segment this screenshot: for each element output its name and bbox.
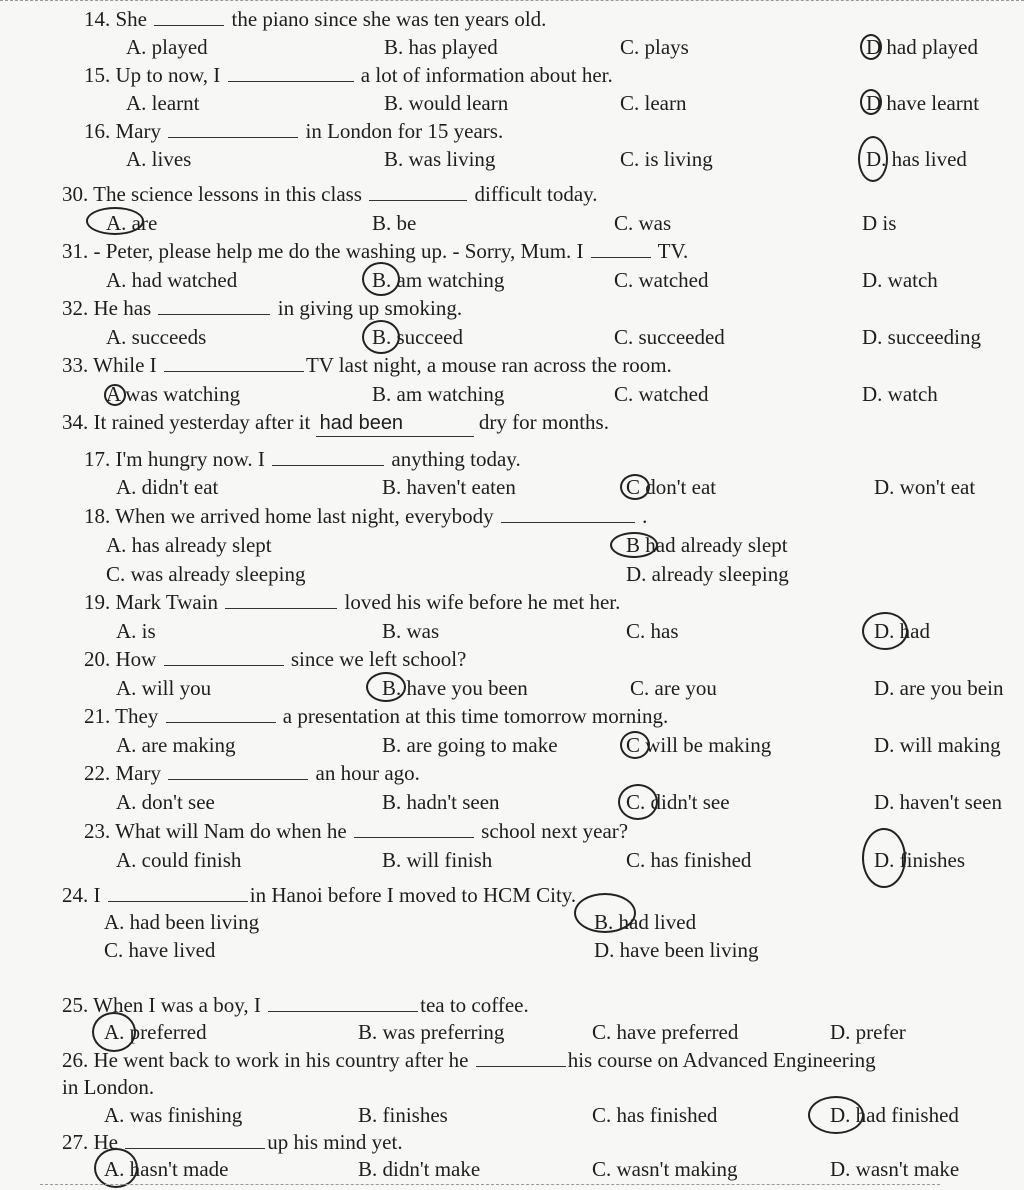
question-26: 26. He went back to work in his country after he his course on Advanced Engineering (62, 1048, 876, 1072)
question-27: 27. He up his mind yet. (62, 1130, 403, 1154)
q27-option-a[interactable]: A. hasn't made (104, 1157, 229, 1181)
q21-option-a[interactable]: A. are making (116, 733, 236, 757)
q27-option-d[interactable]: D. wasn't make (830, 1157, 960, 1181)
question-14: 14. She the piano since she was ten years old. (84, 7, 547, 31)
q16-option-c[interactable]: C. is living (620, 147, 713, 171)
q20-option-d[interactable]: D. are you bein (874, 676, 1004, 700)
q23-option-c[interactable]: C. has finished (626, 848, 752, 872)
q15-option-c[interactable]: C. learn (620, 91, 687, 115)
q31-option-d[interactable]: D. watch (862, 268, 938, 292)
q22-option-d[interactable]: D. haven't seen (874, 790, 1002, 814)
q16-option-a[interactable]: A. lives (126, 147, 192, 171)
q26-option-a[interactable]: A. was finishing (104, 1103, 243, 1127)
q22-option-a[interactable]: A. don't see (116, 790, 215, 814)
question-15: 15. Up to now, I a lot of information about her. (84, 63, 613, 87)
q25-option-c[interactable]: C. have preferred (592, 1020, 739, 1044)
bottom-edge-divider (40, 1184, 940, 1185)
q21-option-d[interactable]: D. will making (874, 733, 1001, 757)
q23-option-a[interactable]: A. could finish (116, 848, 242, 872)
q15-option-d[interactable]: D have learnt (866, 91, 980, 115)
q22-option-c[interactable]: C. didn't see (626, 790, 730, 814)
q26-option-b[interactable]: B. finishes (358, 1103, 448, 1127)
q17-option-d[interactable]: D. won't eat (874, 475, 976, 499)
q30-option-d[interactable]: D is (862, 211, 897, 235)
question-32: 32. He has in giving up smoking. (62, 296, 463, 320)
question-25: 25. When I was a boy, I tea to coffee. (62, 993, 529, 1017)
q19-option-b[interactable]: B. was (382, 619, 440, 643)
q18-option-b[interactable]: B had already slept (626, 533, 788, 557)
q30-option-b[interactable]: B. be (372, 211, 417, 235)
question-23: 23. What will Nam do when he school next year? (84, 819, 629, 843)
q32-option-c[interactable]: C. succeeded (614, 325, 725, 349)
q14-option-d[interactable]: D had played (866, 35, 978, 59)
q14-option-b[interactable]: B. has played (384, 35, 498, 59)
q32-option-a[interactable]: A. succeeds (106, 325, 207, 349)
q25-option-b[interactable]: B. was preferring (358, 1020, 505, 1044)
q15-option-a[interactable]: A. learnt (126, 91, 200, 115)
q26-option-c[interactable]: C. has finished (592, 1103, 718, 1127)
q16-option-b[interactable]: B. was living (384, 147, 496, 171)
question-33: 33. While I TV last night, a mouse ran across the room. (62, 353, 672, 377)
q22-option-b[interactable]: B. hadn't seen (382, 790, 500, 814)
question-17: 17. I'm hungry now. I anything today. (84, 447, 521, 471)
question-30: 30. The science lessons in this class difficult today. (62, 182, 598, 206)
q20-option-a[interactable]: A. will you (116, 676, 212, 700)
q23-option-d[interactable]: D. finishes (874, 848, 965, 872)
top-edge-divider (0, 0, 1024, 5)
q21-option-c[interactable]: C will be making (626, 733, 772, 757)
question-34: 34. It rained yesterday after it had been dry for months. (62, 409, 609, 437)
q20-option-c[interactable]: C. are you (630, 676, 717, 700)
q31-option-a[interactable]: A. had watched (106, 268, 238, 292)
q26-option-d[interactable]: D. had finished (830, 1103, 959, 1127)
q17-option-c[interactable]: C don't eat (626, 475, 717, 499)
q23-option-b[interactable]: B. will finish (382, 848, 493, 872)
q16-option-d[interactable]: D. has lived (866, 147, 967, 171)
q24-option-c[interactable]: C. have lived (104, 938, 216, 962)
q30-option-c[interactable]: C. was (614, 211, 672, 235)
q18-option-d[interactable]: D. already sleeping (626, 562, 789, 586)
question-21: 21. They a presentation at this time tomorrow morning. (84, 704, 669, 728)
q27-option-b[interactable]: B. didn't make (358, 1157, 481, 1181)
q32-option-d[interactable]: D. succeeding (862, 325, 981, 349)
question-16: 16. Mary in London for 15 years. (84, 119, 504, 143)
q19-option-a[interactable]: A. is (116, 619, 156, 643)
question-22: 22. Mary an hour ago. (84, 761, 420, 785)
q25-option-a[interactable]: A. preferred (104, 1020, 207, 1044)
question-31: 31. - Peter, please help me do the washing up. - Sorry, Mum. I TV. (62, 239, 689, 263)
q34-handwritten-answer: had been (316, 410, 474, 437)
q31-option-b[interactable]: B. am watching (372, 268, 505, 292)
q14-option-a[interactable]: A. played (126, 35, 208, 59)
q27-option-c[interactable]: C. wasn't making (592, 1157, 738, 1181)
q18-option-a[interactable]: A. has already slept (106, 533, 272, 557)
q33-option-b[interactable]: B. am watching (372, 382, 505, 406)
q30-option-a[interactable]: A. are (106, 211, 158, 235)
q19-option-c[interactable]: C. has (626, 619, 679, 643)
q19-option-d[interactable]: D. had (874, 619, 930, 643)
q24-option-a[interactable]: A. had been living (104, 910, 260, 934)
q32-option-b[interactable]: B. succeed (372, 325, 463, 349)
q31-option-c[interactable]: C. watched (614, 268, 709, 292)
question-19: 19. Mark Twain loved his wife before he met her. (84, 590, 621, 614)
q33-option-c[interactable]: C. watched (614, 382, 709, 406)
q20-option-b[interactable]: B. have you been (382, 676, 528, 700)
q17-option-b[interactable]: B. haven't eaten (382, 475, 516, 499)
q24-option-b[interactable]: B. had lived (594, 910, 697, 934)
q18-option-c[interactable]: C. was already sleeping (106, 562, 306, 586)
q24-option-d[interactable]: D. have been living (594, 938, 759, 962)
question-18: 18. When we arrived home last night, everybody . (84, 504, 648, 528)
q21-option-b[interactable]: B. are going to make (382, 733, 558, 757)
q15-option-b[interactable]: B. would learn (384, 91, 509, 115)
question-26-line2: in London. (62, 1075, 155, 1099)
q25-option-d[interactable]: D. prefer (830, 1020, 906, 1044)
q14-option-c[interactable]: C. plays (620, 35, 689, 59)
question-24: 24. I in Hanoi before I moved to HCM City. (62, 883, 577, 907)
q17-option-a[interactable]: A. didn't eat (116, 475, 219, 499)
q33-option-d[interactable]: D. watch (862, 382, 938, 406)
q33-option-a[interactable]: A was watching (106, 382, 241, 406)
question-20: 20. How since we left school? (84, 647, 467, 671)
